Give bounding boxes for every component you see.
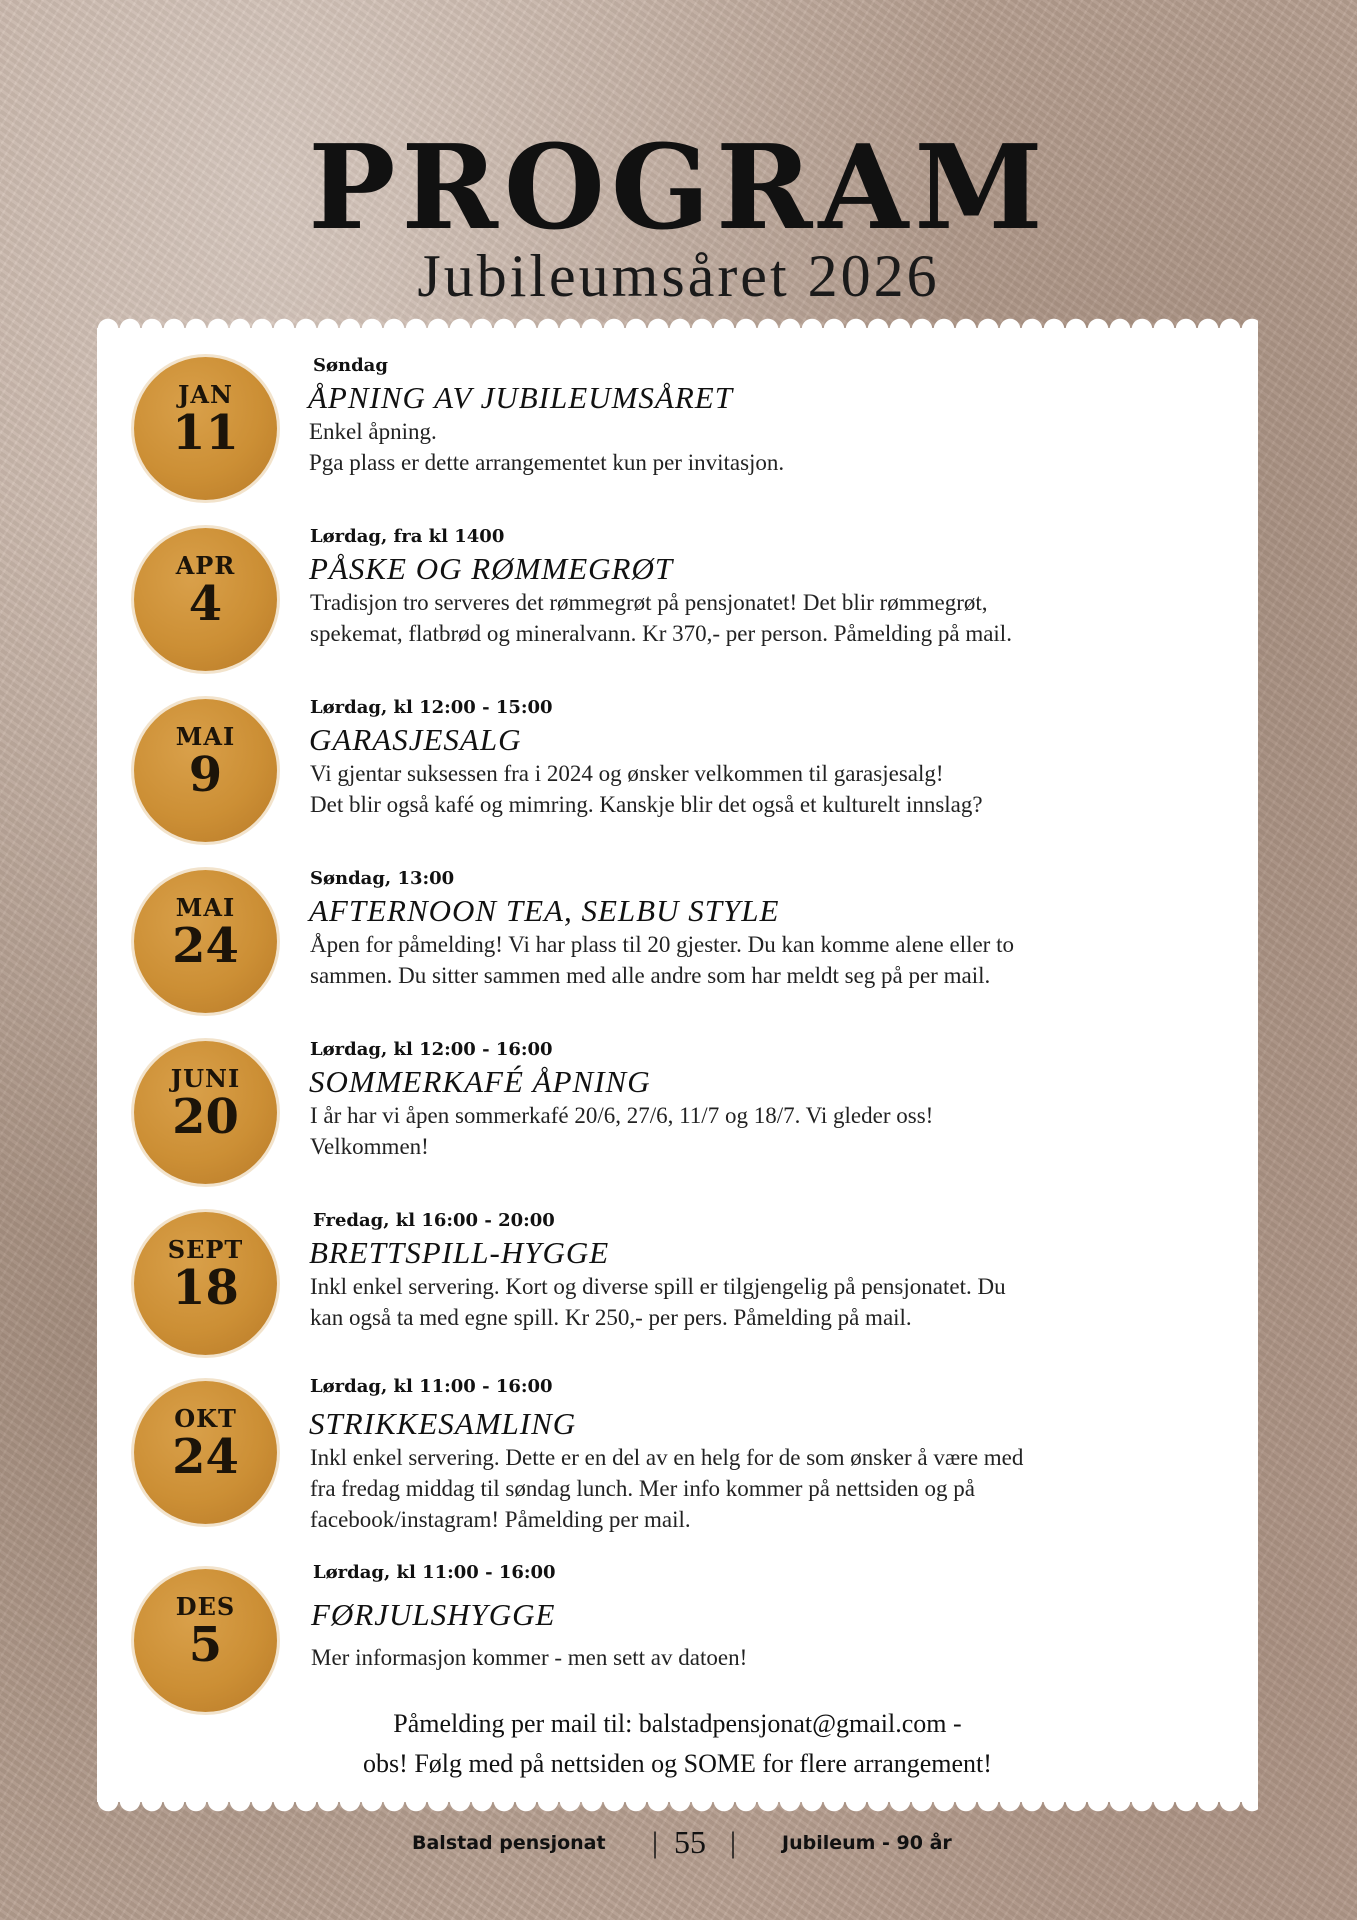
badge-month: MAI: [175, 722, 236, 751]
description-line: Åpen for påmelding! Vi har plass til 20 gjester. Du kan komme alene eller to: [310, 932, 1014, 957]
badge-day: 20: [172, 1089, 239, 1145]
event-description: [310, 587, 1230, 649]
badge-day: 11: [172, 405, 239, 461]
event-description: [310, 1442, 1230, 1535]
description-line: sammen. Du sitter sammen med alle andre som har meldt seg på per mail.: [310, 963, 991, 988]
footer-edition: Jubileum - 90 år: [782, 1832, 952, 1854]
event-time: Lørdag, kl 11:00 - 16:00: [313, 1562, 556, 1583]
description-line: facebook/instagram! Påmelding per mail.: [310, 1507, 691, 1532]
event-title: ÅPNING AV JUBILEUMSÅRET: [308, 380, 733, 415]
event-time: Lørdag, fra kl 1400: [310, 526, 505, 547]
registration-note: [97, 1704, 1258, 1784]
description-line: kan også ta med egne spill. Kr 250,- per pers. Påmelding på mail.: [310, 1305, 912, 1330]
event-description: [310, 1271, 1230, 1333]
badge-day: 24: [172, 918, 239, 974]
description-line: Inkl enkel servering. Kort og diverse spill er tilgjengelig på pensjonatet. Du: [310, 1274, 1006, 1299]
event-time: Søndag, 13:00: [310, 868, 455, 889]
page-footer: [0, 1822, 1357, 1866]
event-title: STRIKKESAMLING: [309, 1406, 577, 1441]
event-title: FØRJULSHYGGE: [311, 1597, 556, 1632]
badge-day: 9: [188, 747, 223, 803]
footer-separator: |: [730, 1826, 737, 1859]
date-badge: [134, 699, 277, 842]
description-line: Tradisjon tro serveres det rømmegrøt på pensjonatet! Det blir rømmegrøt,: [310, 590, 988, 615]
date-badge: [134, 1212, 277, 1355]
badge-month: JAN: [178, 380, 233, 409]
page-subtitle: Jubileumsåret 2026: [417, 243, 940, 309]
description-line: fra fredag middag til søndag lunch. Mer info kommer på nettsiden og på: [310, 1476, 975, 1501]
program-panel: [97, 328, 1258, 1802]
event-description: [310, 929, 1230, 991]
description-line: spekemat, flatbrød og mineralvann. Kr 370,- per person. Påmelding på mail.: [310, 621, 1012, 646]
badge-day: 24: [172, 1429, 239, 1485]
event-description: [310, 758, 1230, 820]
badge-month: JUNI: [170, 1064, 241, 1093]
date-badge: [134, 357, 277, 500]
description-line: Vi gjentar suksessen fra i 2024 og ønsker velkommen til garasjesalg!: [310, 761, 944, 786]
event-title: PÅSKE OG RØMMEGRØT: [309, 551, 674, 586]
date-badge: [134, 1569, 277, 1712]
event-time: Lørdag, kl 12:00 - 16:00: [310, 1039, 553, 1060]
event-title: AFTERNOON TEA, SELBU STYLE: [309, 893, 780, 928]
page-number: 55: [674, 1824, 706, 1860]
badge-day: 18: [172, 1260, 239, 1316]
event-time: Lørdag, kl 12:00 - 15:00: [310, 697, 553, 718]
description-line: Pga plass er dette arrangementet kun per invitasjon.: [309, 450, 785, 475]
badge-month: APR: [175, 551, 236, 580]
event-description: [310, 1100, 1230, 1162]
footer-separator: |: [652, 1826, 659, 1859]
badge-month: SEPT: [167, 1235, 244, 1264]
event-title: GARASJESALG: [309, 722, 522, 757]
event-title: BRETTSPILL-HYGGE: [309, 1235, 610, 1270]
event-title: SOMMERKAFÉ ÅPNING: [309, 1064, 651, 1099]
badge-day: 5: [188, 1617, 223, 1673]
description-line: Mer informasjon kommer - men sett av datoen!: [311, 1645, 748, 1670]
date-badge: [134, 1041, 277, 1184]
badge-month: MAI: [175, 893, 236, 922]
description-line: Velkommen!: [310, 1134, 429, 1159]
event-description: [311, 1642, 1231, 1673]
event-description: [309, 416, 1229, 478]
description-line: Inkl enkel servering. Dette er en del av en helg for de som ønsker å være med: [310, 1445, 1024, 1470]
description-line: I år har vi åpen sommerkafé 20/6, 27/6, 11/7 og 18/7. Vi gleder oss!: [310, 1103, 934, 1128]
page-title: PROGRAM: [308, 120, 1049, 256]
event-time: Søndag: [313, 355, 388, 376]
registration-line: Påmelding per mail til: balstadpensjonat@gmail.com -: [393, 1709, 962, 1738]
badge-month: OKT: [174, 1404, 237, 1433]
footer-publisher: Balstad pensjonat: [412, 1832, 606, 1854]
description-line: Det blir også kafé og mimring. Kanskje blir det også et kulturelt innslag?: [310, 792, 983, 817]
date-badge: [134, 1381, 277, 1524]
date-badge: [134, 528, 277, 671]
event-time: Lørdag, kl 11:00 - 16:00: [310, 1376, 553, 1397]
badge-day: 4: [188, 576, 223, 632]
badge-month: DES: [175, 1592, 236, 1621]
registration-line: obs! Følg med på nettsiden og SOME for flere arrangement!: [363, 1749, 992, 1778]
event-time: Fredag, kl 16:00 - 20:00: [313, 1210, 555, 1231]
date-badge: [134, 870, 277, 1013]
description-line: Enkel åpning.: [309, 419, 437, 444]
